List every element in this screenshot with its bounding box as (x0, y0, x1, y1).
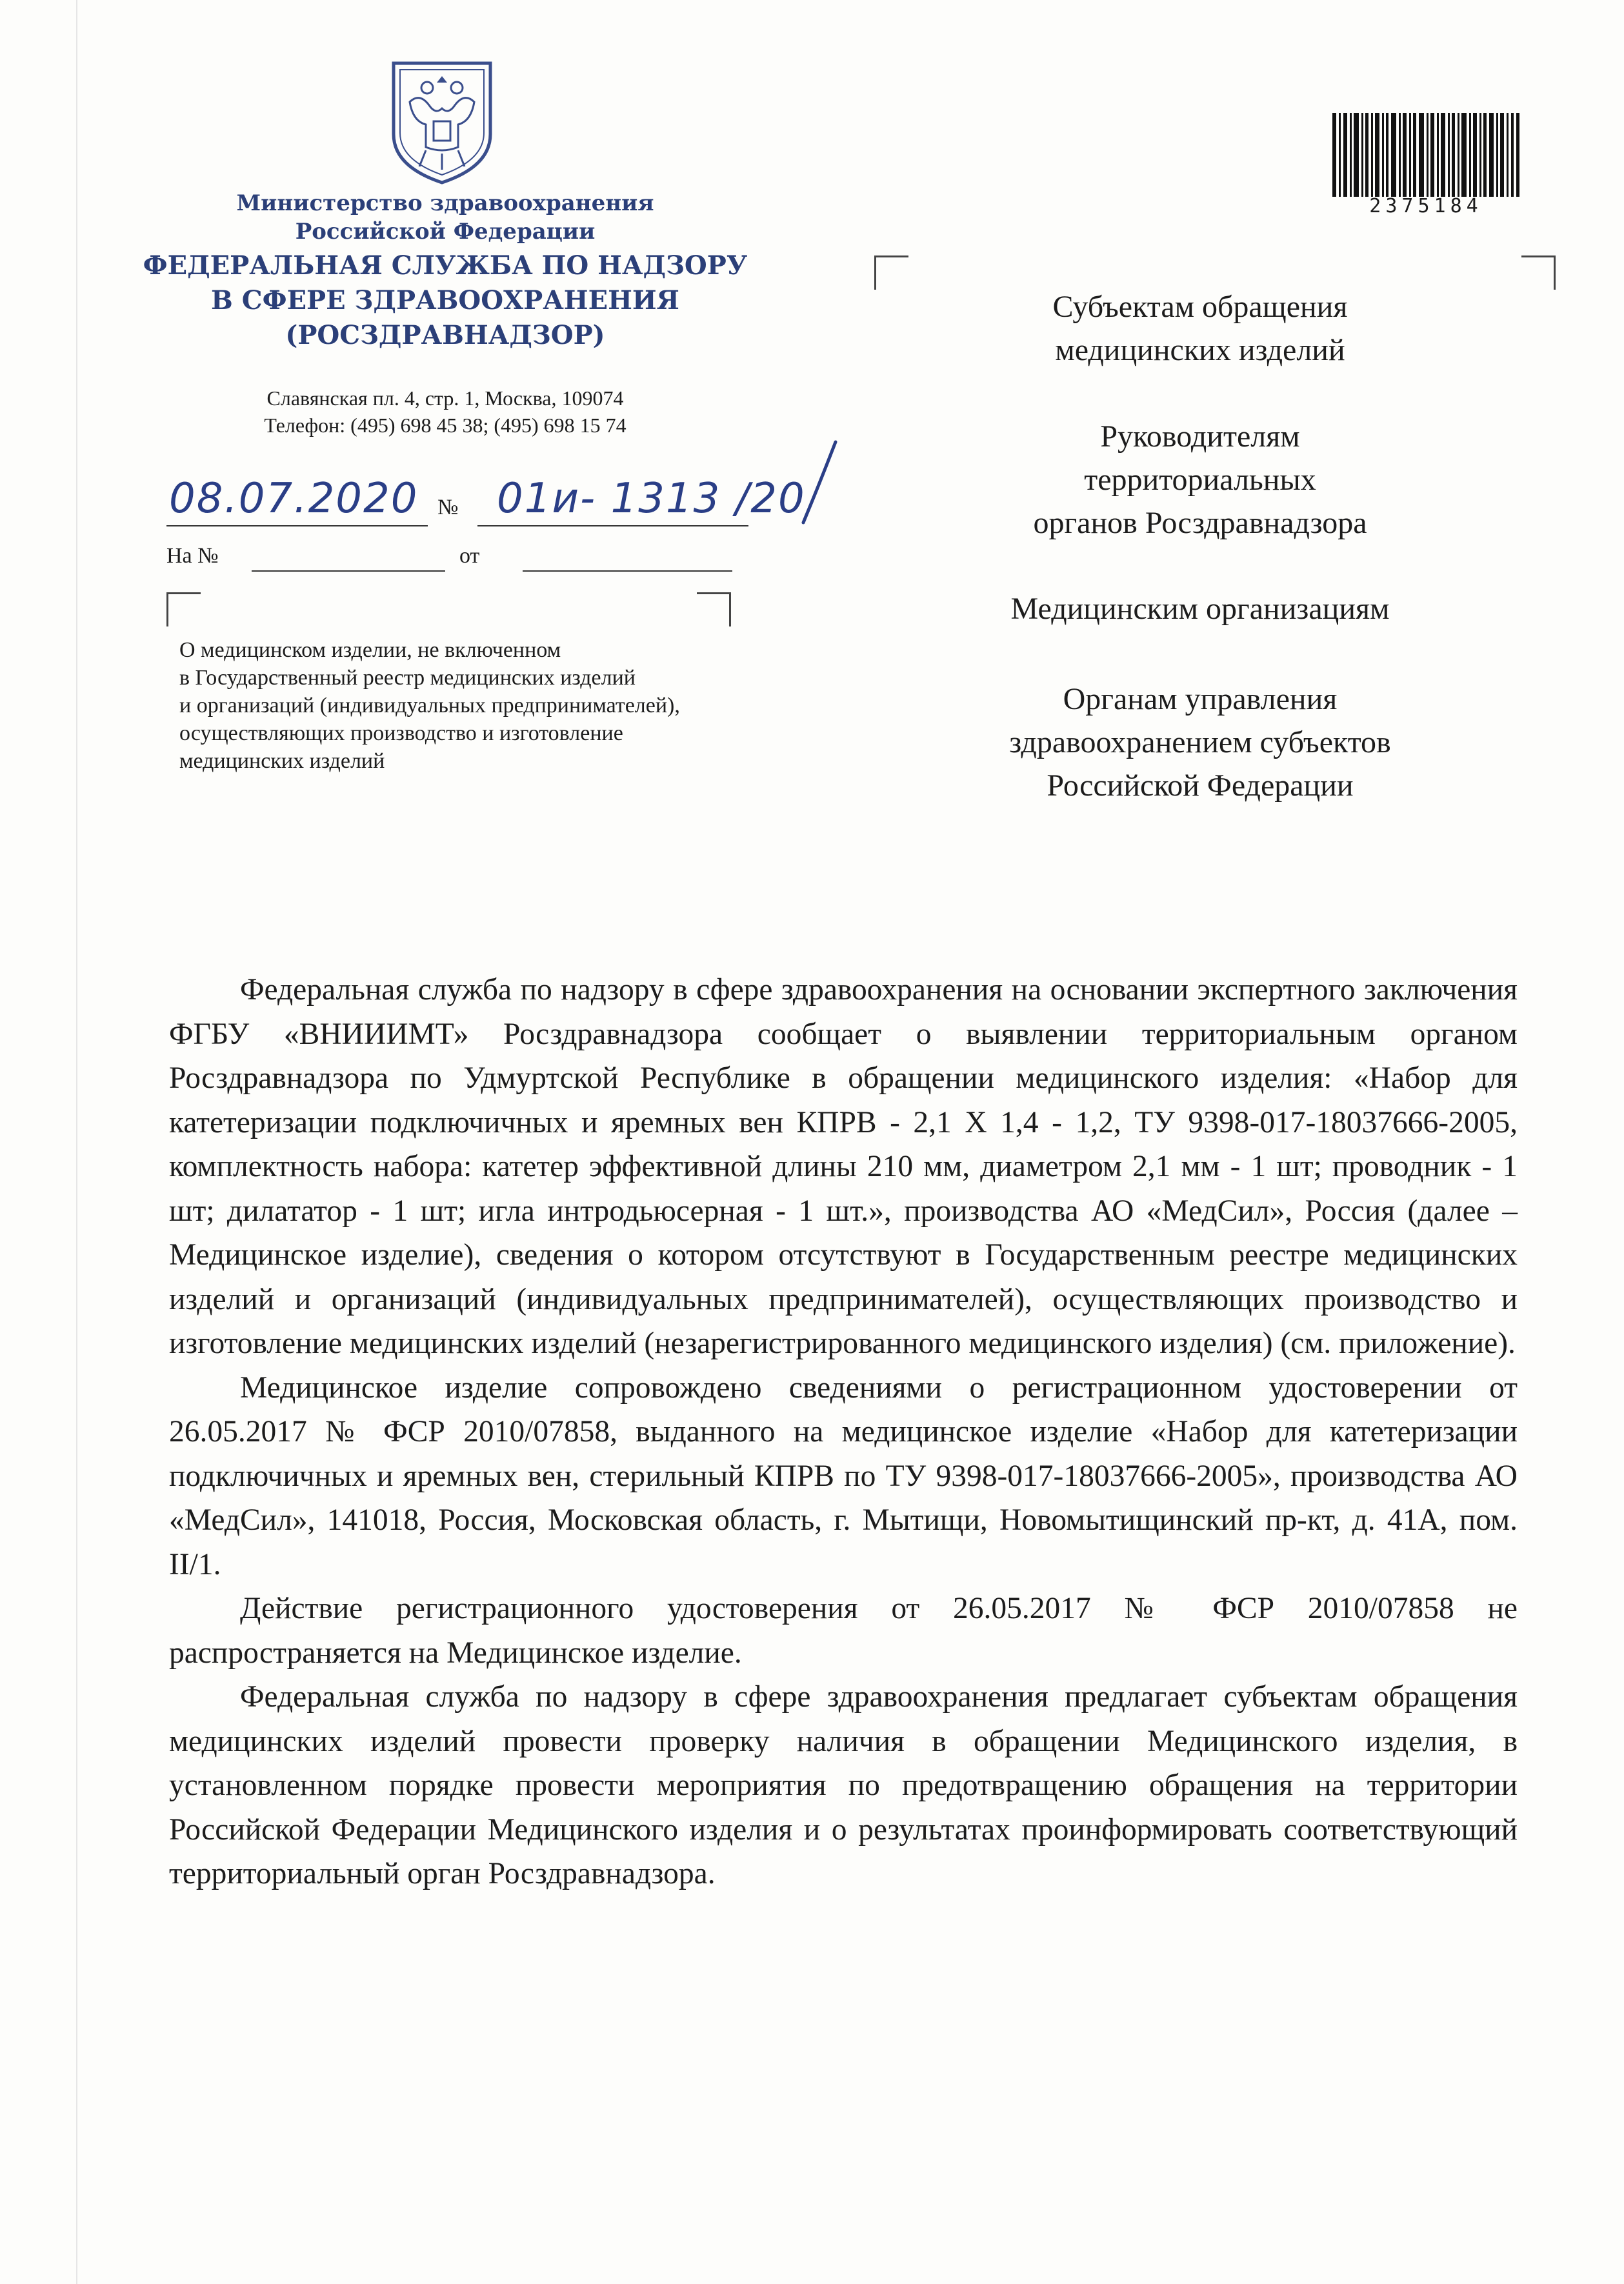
subject-line: осуществляющих производство и изготовление (179, 721, 623, 745)
number-underline (477, 524, 748, 526)
body-paragraph-1: Федеральная служба по надзору в сфере здравоохранения на основании экспертного заключения ФГБУ «ВНИИИМТ» Росздравнадзора сообщает о выявлении территориальным органом Росздравнадзора по Удмуртской Республике в обращении медицинского изделия: «Набор для катетеризации подключичных и яремных вен КПРВ - 2,1 Х 1,4 - 1,2, ТУ 9398-017-18037666-2005, комплектность набора: катетер эффективной длины 210 мм, диаметром 2,1 мм - 1 шт; проводник - 1 шт; дилататор - 1 шт; игла интродьюсерная - 1 шт.», производства АО «МедСил», Россия (далее – Медицинское изделие), сведения о котором отсутствуют в Государственным реестре медицинских изделий и организаций (индивидуальных предпринимателей), осуществляющих производство и изготовление медицинских изделий (незарегистрированного медицинского изделия) (см. приложение). (169, 973, 1518, 1360)
registration-number: 01и- 1313 /20 (497, 475, 806, 523)
service-name-line2: В СФЕРЕ ЗДРАВООХРАНЕНИЯ (211, 285, 679, 316)
addressee-line: Органам управления (1063, 682, 1338, 716)
number-sign: № (437, 496, 459, 519)
addressee-block-1 (865, 285, 1536, 372)
addressee-line: Медицинским организациям (1010, 592, 1390, 626)
addressee-block-3 (865, 587, 1536, 630)
body-paragraph-2: Медицинское изделие сопровождено сведениями о регистрационном удостоверении от 26.05.2017 № ФСР 2010/07858, выданного на медицинское изделие «Набор для катетеризации подключичных и яремных вен, стерильный КПРВ по ТУ 9398-017-18037666-2005», производства АО «МедСил», 141018, Россия, Московская область, г. Мытищи, Новомытищинский пр-кт, д. 41А, пом. II/1. (169, 1370, 1518, 1581)
addressee-line: Российской Федерации (1047, 768, 1354, 803)
reply-to-label: На № (166, 544, 219, 568)
addressee-block-2 (865, 415, 1536, 545)
subject-corner-right (697, 592, 731, 626)
letter-subject (179, 636, 825, 775)
letter-body (169, 968, 1518, 1896)
date-underline (166, 524, 428, 526)
service-phone: Телефон: (495) 698 45 38; (495) 698 15 74 (264, 414, 627, 437)
reply-to-number-line (252, 569, 445, 572)
subject-line: и организаций (индивидуальных предпринимателей), (179, 694, 680, 717)
service-name-line1: ФЕДЕРАЛЬНАЯ СЛУЖБА ПО НАДЗОРУ (143, 250, 748, 281)
coat-of-arms-icon (381, 57, 503, 186)
registration-date: 08.07.2020 (169, 475, 419, 523)
body-paragraph-3: Действие регистрационного удостоверения от 26.05.2017 № ФСР 2010/07858 не распространяется на Медицинское изделие. (169, 1592, 1518, 1670)
addressee-line: органов Росздравнадзора (1033, 506, 1367, 540)
subject-line: медицинских изделий (179, 749, 385, 773)
addressee-line: Руководителям (1100, 419, 1300, 454)
subject-line: в Государственный реестр медицинских изделий (179, 666, 636, 690)
from-label: от (459, 544, 480, 568)
ministry-name-line1: Министерство здравоохранения (236, 190, 654, 216)
barcode-number: 2375184 (1369, 195, 1483, 217)
service-address: Славянская пл. 4, стр. 1, Москва, 109074 (266, 386, 624, 410)
body-paragraph-4: Федеральная служба по надзору в сфере здравоохранения предлагает субъектам обращения медицинских изделий провести проверку наличия в обращении Медицинского изделия, в установленном порядке провести мероприятия по предотвращению обращения на территории Российской Федерации Медицинского изделия и о результатах проинформировать соответствующий территориальный орган Росздравнадзора. (169, 1680, 1518, 1890)
handwritten-slash-stroke (784, 439, 842, 529)
addressee-line: здравоохранением субъектов (1009, 725, 1391, 759)
addressee-block-4 (865, 677, 1536, 807)
addressee-line: Субъектам обращения (1052, 290, 1348, 324)
barcode (1332, 113, 1519, 197)
addressee-line: территориальных (1084, 463, 1316, 497)
service-name-line3: (РОСЗДРАВНАДЗОР) (285, 320, 605, 350)
ministry-name-line2: Российской Федерации (295, 219, 596, 245)
addressee-line: медицинских изделий (1055, 333, 1345, 367)
subject-corner-left (166, 592, 201, 626)
from-date-line (523, 569, 732, 572)
subject-line: О медицинском изделии, не включенном (179, 638, 561, 662)
scan-margin-line (76, 0, 77, 2284)
